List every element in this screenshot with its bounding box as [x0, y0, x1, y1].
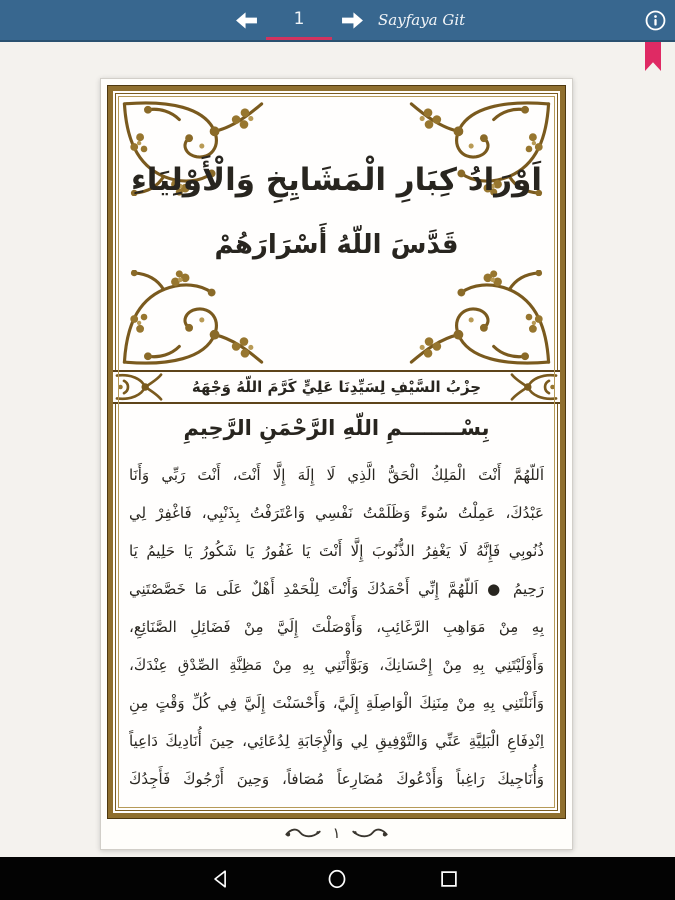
band-end-ornament	[113, 372, 165, 402]
page-number-row	[101, 821, 572, 845]
current-page-number: 1	[293, 8, 305, 29]
info-icon	[645, 10, 666, 31]
info-button[interactable]	[645, 10, 666, 31]
prayer-line: عَبْدُكَ، عَمِلْتُ سُوءً وَظَلَمْتُ نَفْسِي وَاعْتَرَفْتُ بِذَنْبِي، فَاغْفِرْ لِي	[129, 504, 544, 522]
nav-back-button[interactable]	[210, 868, 232, 890]
flourish-ornament	[284, 827, 322, 840]
page-number-arabic: ١	[332, 824, 341, 842]
prayer-line: بِهِ مِنْ مَوَاهِبِ الرَّغَائِبِ، وَأَوْصَلْتَ إِلَيَّ مِنْ فَضَائِلِ الصَّنَائِعِ،	[129, 618, 544, 636]
prayer-text-block	[129, 456, 544, 798]
prayer-line: وَأَوْلَيْتَنِي بِهِ مِنْ إِحْسَانِكَ، وَبَوَّأْتَنِي بِهِ مِنْ مَظِنَّةِ الصِّدْقِ عِنْدَكَ،	[129, 656, 544, 674]
prayer-line: وَأَنَلْتَنِي بِهِ مِنْ مِنَنِكَ الْوَاصِلَةِ إِلَيَّ، وَأَحْسَنْتَ إِلَيَّ فِي كُلِّ وَقْتٍ مِنِ	[129, 694, 544, 712]
nav-home-icon	[326, 868, 348, 890]
left-arrow-icon	[235, 11, 258, 30]
nav-home-button[interactable]	[326, 868, 348, 890]
book-page[interactable]	[100, 78, 573, 850]
flourish-ornament	[351, 827, 389, 840]
prayer-line: وَأُنَاجِيكَ رَاغِباً وَأَدْعُوكَ مُضَارِعاً مُصَافاً، وَحِينَ أَرْجُوكَ فَأَجِدُكَ	[129, 770, 544, 788]
frame-content	[120, 98, 553, 806]
bookmark-ribbon-icon[interactable]	[645, 42, 661, 71]
nav-recents-button[interactable]	[438, 868, 460, 890]
prayer-line: رَحِيمُ ● اَللّهُمَّ إِنِّي أَحْمَدُكَ وَأَنْتَ لِلْحَمْدِ أَهْلٌ عَلَى مَا خَصَّصْتَنِي	[129, 580, 544, 598]
top-app-bar	[0, 0, 675, 42]
book-title-line1: اَوْرَادُ كِبَارِ الْمَشَايِخِ وَالْأَوْلِيَاءِ	[130, 162, 543, 198]
page-navigation-group	[234, 0, 465, 40]
band-end-ornament	[508, 372, 560, 402]
book-title-line2: قَدَّسَ اللّهُ أَسْرَارَهُمْ	[214, 230, 459, 260]
floral-corner-ornament	[405, 270, 553, 368]
next-page-button[interactable]	[340, 0, 364, 40]
current-page-field[interactable]	[266, 0, 332, 40]
prayer-line: ذُنُوبِي فَإِنَّهُ لَا يَغْفِرُ الذُّنُوبَ إِلَّا أَنْتَ يَا غَفُورُ يَا شَكُورُ يَا حَلِيمُ يَا	[129, 542, 544, 560]
prayer-line: اِنْدِفَاعِ الْبَلِيَّةِ عَنِّي وَالتَّوْفِيقِ لِي وَالْإِجَابَةِ لِدُعَائِي، حِينَ أُنَادِيكَ دَاعِياً	[129, 732, 544, 750]
ornamental-frame	[108, 86, 565, 818]
right-arrow-icon	[341, 11, 364, 30]
android-navigation-bar	[0, 857, 675, 900]
floral-corner-ornament	[120, 270, 268, 368]
goto-page-button[interactable]: Sayfaya Git	[378, 11, 466, 29]
prayer-line: اَللّهُمَّ أَنْتَ الْمَلِكُ الْحَقُّ الَّذِي لَا إِلَهَ إِلَّا أَنْتَ، أَنْتَ رَبِّي وَأَنَا	[129, 466, 544, 484]
nav-back-icon	[210, 868, 232, 890]
section-title-band	[113, 370, 560, 404]
nav-recents-icon	[438, 868, 460, 890]
basmala-calligraphy: بِسْــــــــمِ اللّهِ الرَّحْمَنِ الرَّحِيمِ	[183, 416, 490, 440]
previous-page-button[interactable]	[234, 0, 258, 40]
section-title: حِزْبُ السَّيْفِ لِسَيِّدِنَا عَلِيٍّ كَرَّمَ اللّهُ وَجْهَهُ	[191, 378, 482, 396]
